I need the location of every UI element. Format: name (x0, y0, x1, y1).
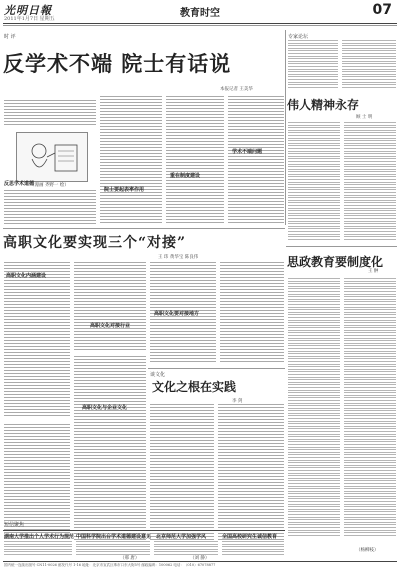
main-headline: 反学术不端 院士有话说 (3, 51, 232, 76)
footer-info: 国内统一连续出版号 CN11-0026 邮发代号 1-16 地址：北京市宣武区珠市口东大街5号 邮政编码：100062 电话：（010）67078877 (4, 563, 216, 567)
side1-headline: 伟人精神永存 (287, 98, 360, 112)
second-col1 (4, 262, 70, 418)
culture-col1 (150, 404, 214, 544)
culture-box-rule (148, 368, 285, 369)
side2-col2 (344, 278, 396, 544)
second-subhead-2: 高职文化对接行业 (90, 323, 131, 329)
side1-col2 (344, 122, 396, 248)
bottom-credit-2: （刘 静） (190, 556, 210, 561)
second-headline: 高职文化要实现三个“对接” (3, 235, 187, 251)
culture-byline: 李 剑 (232, 399, 243, 404)
section-divider-1 (3, 228, 285, 229)
main-subhead-1: 反思学术道德 (4, 181, 35, 187)
second-subhead-1: 高职文化内涵建设 (6, 273, 47, 279)
main-text-col3 (166, 96, 224, 226)
bottom-item-3: 北京师范大学加强学风 (156, 534, 207, 540)
side2-col1 (288, 278, 340, 544)
main-text-col2 (100, 96, 162, 226)
culture-headline: 文化之根在实践 (152, 380, 237, 394)
second-col2 (74, 262, 146, 352)
second-subhead-3: 高职文化与企业文化 (82, 405, 128, 411)
bottom-text-4 (222, 541, 284, 559)
bottom-tag: 短信聚焦 (4, 522, 25, 528)
side2-headline: 思政教育要制度化 (287, 255, 384, 269)
page-number: 07 (372, 2, 392, 18)
side2-byline: 王 翀 (368, 269, 379, 274)
second-byline: 王 玮 黄华宝 陈良伟 (158, 255, 199, 260)
main-subhead-2: 院士要起表率作用 (104, 187, 145, 193)
side1-top-col1 (288, 40, 338, 92)
column-divider (285, 30, 286, 225)
side1-top-col2 (342, 40, 396, 92)
bottom-strip-rule (3, 530, 285, 531)
cartoon-caption: （漫画 齐野一 绘） (30, 183, 69, 188)
bottom-item-2: 中国科学院出台学术道德建设意见 (76, 534, 152, 540)
main-tag: 时 评 (4, 34, 16, 40)
footer-rule (3, 561, 397, 562)
issue-date: 2011年1月7日 星期五 (4, 16, 55, 22)
second-subhead-4: 高职文化要对接地方 (154, 311, 200, 317)
newspaper-logo: 光明日報 (4, 4, 52, 17)
side1-col1 (288, 122, 340, 248)
bottom-item-1: 湖南大学推出个人学术行为规范 (4, 534, 75, 540)
side1-byline: 顾 士 明 (356, 115, 373, 120)
bottom-credit-1: （邢 唐） (120, 556, 140, 561)
header-rule-thin (3, 25, 397, 26)
culture-col2 (218, 404, 284, 544)
cartoon-image (16, 132, 88, 182)
main-byline: 本报记者 王美华 (220, 87, 253, 92)
main-text-col1b (4, 190, 96, 226)
side1-tag: 专家论坛 (288, 34, 309, 40)
culture-tag: 谈文化 (150, 372, 166, 378)
second-col4 (220, 262, 284, 366)
main-subhead-4: 学术不端问题 (232, 149, 263, 155)
main-subhead-3: 重在制度建设 (170, 173, 201, 179)
main-text-col4 (228, 96, 284, 226)
section-title: 教育时空 (180, 8, 220, 19)
bottom-credit-3: （杨柳枝） (356, 548, 379, 553)
cartoon-drawing (17, 133, 87, 181)
bottom-item-4: 全国高校研究生诚信教育 (222, 534, 278, 540)
side2-rule (286, 246, 397, 247)
bottom-text-1 (4, 541, 72, 559)
header-rule (3, 23, 397, 24)
second-col2b (74, 356, 146, 544)
main-text-col1a (4, 100, 96, 128)
